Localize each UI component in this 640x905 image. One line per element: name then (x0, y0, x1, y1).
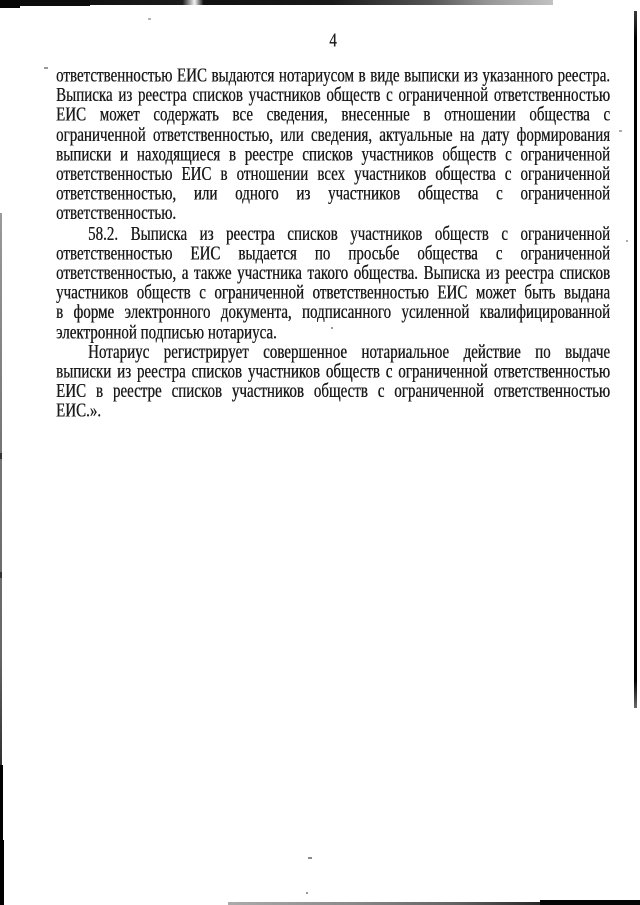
paragraph (56, 344, 610, 423)
scan-artifact-left-edge (0, 213, 2, 765)
scan-speck (626, 240, 628, 242)
scan-speck (0, 572, 2, 578)
text-line: ответственностью, а также участника такого общества. Выписка из реестра списков (56, 263, 610, 285)
scan-speck (308, 857, 312, 859)
scan-speck (44, 67, 48, 69)
text-line: ответственностью ЕИС выдаются нотариусом в виде выписки из указанного реестра. (56, 65, 610, 87)
text-line: в форме электронного документа, подписанного усиленной квалифицированной (56, 302, 610, 324)
text-line: ЕИС.». (56, 401, 101, 423)
scan-artifact-top-edge-cap (0, 0, 20, 8)
text-line: участников обществ с ограниченной ответственностью ЕИС может быть выдана (56, 283, 610, 304)
text-line: Выписка из реестра списков участников обществ с ограниченной ответственностью (56, 85, 610, 107)
text-line: ответственностью ЕИС выдается по просьбе общества с ограниченной (56, 243, 610, 265)
text-line: ЕИС в реестре списков участников обществ с ограниченной ответственностью (56, 381, 610, 403)
text-line: ответственностью ЕИС в отношении всех участников общества с ограниченной (56, 164, 610, 186)
scan-artifact-bottom-edge (540, 900, 640, 905)
scan-speck (306, 892, 308, 894)
text-line: ответственностью, или одного из участников общества с ограниченной (56, 184, 610, 206)
text-line: ограниченной ответственностью, или сведения, актуальные на дату формирования (56, 124, 610, 146)
text-line: ответственностью. (56, 204, 177, 225)
paragraph (56, 225, 610, 344)
scan-artifact-left-edge (0, 840, 4, 905)
paragraph (56, 67, 610, 225)
document-text (56, 67, 610, 423)
text-line: Нотариус регистрирует совершенное нотариальное действие по выдаче (88, 342, 610, 364)
scan-speck (331, 327, 333, 329)
scan-speck (148, 18, 151, 20)
page-number: 4 (329, 30, 337, 52)
text-line: выписки и находящиеся в реестре списков участников обществ с ограниченной (56, 144, 610, 166)
scan-artifact-right-edge (634, 11, 637, 708)
scan-speck (619, 130, 622, 132)
text-line: электронной подписью нотариуса. (56, 322, 277, 344)
text-line: выписки из реестра списков участников обществ с ограниченной ответственностью (56, 362, 610, 383)
text-line: 58.2. Выписка из реестра списков участников обществ с ограниченной (88, 223, 610, 245)
text-line: ЕИС может содержать все сведения, внесенные в отношении общества с (56, 105, 610, 127)
scan-speck (0, 453, 2, 459)
